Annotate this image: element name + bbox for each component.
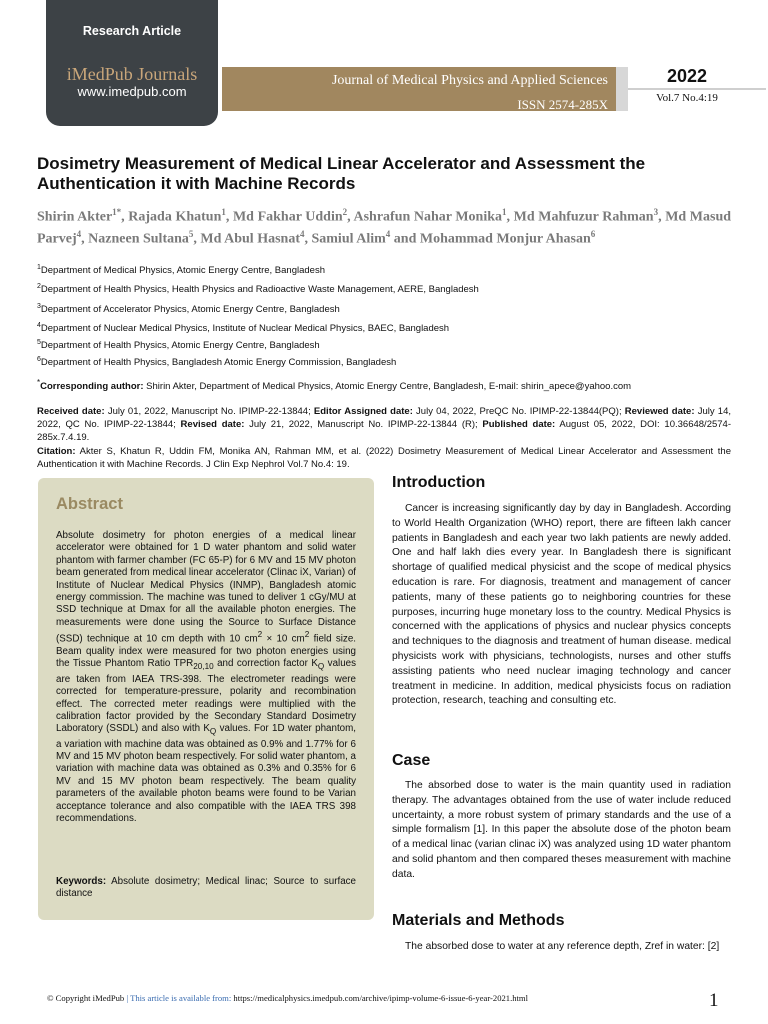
citation	[37, 445, 731, 471]
author-affiliation-marker: 6	[590, 228, 596, 239]
footer-separator: |	[124, 993, 131, 1003]
author-separator: ,	[225, 209, 233, 225]
affiliation-text: Department of Nuclear Medical Physics, Institute of Nuclear Medical Physics, BAEC, Bangladesh	[40, 323, 450, 335]
subscript: Q	[317, 662, 325, 672]
author-separator: ,	[81, 231, 89, 247]
author-separator: ,	[193, 231, 201, 247]
author-name: Md Fakhar Uddin	[232, 209, 343, 225]
author-name: Samiul Alim	[311, 231, 386, 247]
publication-year: 2022	[666, 66, 708, 86]
affiliation-1	[37, 264, 325, 276]
affiliation-text: Department of Health Physics, Atomic Energy Centre, Bangladesh	[40, 340, 320, 352]
article-title: Dosimetry Measurement of Medical Linear Accelerator and Assessment the Authentication it with Machine Records	[37, 154, 646, 193]
affiliation-marker: 6	[37, 356, 41, 363]
introduction-text: Cancer is increasing significantly day by day in Bangladesh. According to World Health Organization (WHO) report, there are fifteen lakh cancer patients in Bangladesh and each year two lakh patients are newly added. One and half lakh dies every year. In Bangladesh there is significant shortage of qualified medical physicist and the scope of medical physics education is rare. For diagnosis, treatment and management of cancer patients, many of these patients go to neighboring countries for these purposes, incurring huge monetary loss to the country. Medical Physics is concerned with the applications of physics and nuclear physics concepts and techniques to the diagnosis and treatment of human disease. medical physicists work with physicians, technologists, nurses and other stuffs assisting patients who need nuclear imaging technology and cancer treatment in medicine. In addition, medical physicists focus on radiation protection, research, teaching and consulting etc.	[392, 503, 731, 707]
publisher-url[interactable]: www.imedpub.com	[77, 84, 187, 99]
citation-text: Akter S, Khatun R, Uddin FM, Monika AN, Rahman MM, et al. (2022) Dosimetry Measurement of Medical Linear Accelerator and Assessment the Authentication it with Machine Records. J Clin Exp Nephrol Vol.7 No.4: 19.	[37, 446, 731, 470]
author-affiliation-marker: 4	[385, 228, 391, 239]
author-name: Ashrafun Nahar Monika	[353, 209, 503, 225]
corresponding-marker: *	[37, 378, 41, 387]
author-name: Shirin Akter	[37, 209, 113, 225]
corresponding-label: Corresponding author:	[40, 381, 144, 393]
affiliation-text: Department of Health Physics, Bangladesh Atomic Energy Commission, Bangladesh	[40, 357, 397, 369]
methods-text: The absorbed dose to water at any reference depth, Zref in water: [2]	[405, 941, 720, 952]
author-affiliation-marker: 2	[342, 207, 348, 217]
publisher-brand: iMedPub Journals	[66, 64, 198, 84]
journal-title-bar	[222, 67, 616, 111]
author-name: Md Mahfuzur Rahman	[513, 209, 654, 225]
abstract-part: and correction factor K	[213, 658, 318, 670]
reviewed-value: July 14, 2022, QC No. IPIMP-22-13844;	[37, 406, 731, 430]
affiliation-text: Department of Accelerator Physics, Atomic Energy Centre, Bangladesh	[40, 304, 340, 316]
author-separator: ,	[121, 209, 129, 225]
abstract-heading: Abstract	[56, 495, 123, 513]
superscript: 2	[257, 630, 263, 640]
author-name: Md Masud Parvej	[37, 209, 732, 247]
article-dates	[37, 405, 731, 444]
journal-issn: ISSN 2574-285X	[517, 97, 608, 112]
subscript: 20,10	[193, 662, 214, 672]
keywords	[56, 876, 356, 901]
corresponding-author	[37, 378, 631, 392]
citation-label: Citation:	[37, 446, 76, 457]
published-value: August 05, 2022, DOI: 10.36648/2574-285x.7.4.19.	[37, 419, 731, 443]
affiliation-2	[37, 283, 479, 295]
case-heading: Case	[392, 752, 431, 769]
keywords-label: Keywords:	[56, 876, 107, 887]
affiliation-text: Department of Health Physics, Health Physics and Radioactive Waste Management, AERE, Bangladesh	[40, 284, 479, 296]
subscript: Q	[209, 727, 217, 737]
case-text: The absorbed dose to water is the main quantity used in radiation therapy. The advantages obtained from the use of water include reduced uncertainty, a more robust system of primary standards and the use of a simple formalism [1]. In this paper the absolute dose of the photon beam of a medical linac (varian clinac iX) was analyzed using 1D water phantom and solid phantom and then compared theses measurement with machine data.	[392, 780, 731, 880]
superscript: 2	[304, 630, 310, 640]
author-separator: ,	[506, 209, 514, 225]
author-separator: ,	[658, 209, 666, 225]
abstract-part: values are taken from IAEA TRS-398. The electrometer readings were corrected for temperature-pressure, polarity and recombination effect. The corrected meter readings were multiplied with the calibration factor provided by the Secondary Standard Dosimetry Laboratory (SSDL) and also with K	[56, 658, 356, 735]
author-name: Rajada Khatun	[128, 209, 222, 225]
author-separator: and	[390, 231, 420, 247]
copyright: © Copyright iMedPub	[47, 993, 125, 1003]
author-separator: ,	[304, 231, 312, 247]
affiliation-3	[37, 303, 340, 315]
author-affiliation-marker: 4	[299, 228, 305, 239]
affiliation-text: Department of Medical Physics, Atomic Energy Centre, Bangladesh	[40, 265, 325, 277]
year-divider	[628, 88, 766, 90]
header-divider	[616, 67, 628, 111]
abstract-text	[56, 530, 356, 826]
article-type-label: Research Article	[82, 24, 182, 38]
page-number: 1	[709, 990, 719, 1011]
revised-value: July 21, 2022, Manuscript No. IPIMP-22-13844 (R);	[244, 419, 483, 430]
abstract-part: Absolute dosimetry for photon energies of a medical linear accelerator were obtained for 1 D water phantom and solid water phantom with farmer chamber (FC 65-P) for 6 MV and 15 MV photon beam generated from medical linear accelerator (Clinac iX, Varian) of Institute of Nuclear Medical Physics (INMP), Bangladesh atomic energy commission. The machine was tuned to deliver 1 cGy/MU at SSD technique at Dmax for all the available photon energies. The measurements were done using the Source to Surface Distance (SSD) technique at 10 cm depth with 10 cm	[56, 530, 356, 645]
affiliation-marker: 4	[37, 322, 41, 329]
journal-name: Journal of Medical Physics and Applied Sciences	[331, 73, 608, 88]
revised-label: Revised date:	[180, 419, 245, 430]
received-label: Received date:	[37, 406, 105, 417]
availability-label: This article is available from:	[130, 993, 232, 1003]
abstract-part: values. For 1D water phantom, a variation with machine data was obtained as 0.9% and 1.77% for 6 MV and 15 MV photon beam respectively. For solid water phantom, a variation with machine data was obtained as 0.3% and 0.35% for 6 MV and 15 MV photon beam respectively. The beam quality parameters of the available photon beams were found to be Varian acceptance tolerance and also compatible with the IAEA TRS 398 recommendations.	[56, 723, 356, 825]
keywords-text: Absolute dosimetry; Medical linac; Source to surface distance	[56, 876, 356, 900]
author-name: Mohammad Monjur Ahasan	[419, 231, 591, 247]
editor-value: July 04, 2022, PreQC No. IPIMP-22-13844(PQ);	[412, 406, 625, 417]
volume-issue: Vol.7 No.4:19	[656, 92, 718, 104]
affiliation-6	[37, 356, 396, 368]
editor-label: Editor Assigned date:	[313, 406, 413, 417]
affiliation-marker: 5	[37, 339, 41, 346]
introduction-heading: Introduction	[392, 474, 486, 491]
author-name: Md Abul Hasnat	[200, 231, 300, 247]
reviewed-label: Reviewed date:	[624, 406, 695, 417]
affiliation-5	[37, 339, 320, 351]
author-list	[37, 204, 731, 247]
affiliation-4	[37, 322, 449, 334]
author-affiliation-marker: 1	[221, 207, 226, 217]
abstract-part: field size. Beam quality index were measured for two photon energies using the Tissue Phantom Ratio TPR	[56, 633, 356, 670]
author-affiliation-marker: 1	[502, 207, 507, 217]
corresponding-text: Shirin Akter, Department of Medical Physics, Atomic Energy Centre, Bangladesh, E-mail: shirin_apece@yahoo.com	[143, 381, 632, 393]
author-affiliation-marker: 5	[188, 228, 194, 239]
methods-heading: Materials and Methods	[392, 912, 565, 929]
author-affiliation-marker: 3	[653, 207, 659, 217]
published-label: Published date:	[482, 419, 556, 430]
abstract-part: × 10 cm	[262, 633, 305, 645]
affiliation-marker: 1	[37, 264, 41, 271]
abstract-box	[38, 478, 374, 920]
author-affiliation-marker: 1*	[112, 207, 122, 217]
received-value: July 01, 2022, Manuscript No. IPIMP-22-13844;	[104, 406, 314, 417]
journal-logo-block	[46, 0, 218, 126]
affiliation-marker: 3	[37, 303, 41, 310]
author-affiliation-marker: 4	[76, 228, 82, 239]
page-footer	[47, 993, 528, 1003]
author-separator: ,	[347, 209, 354, 225]
author-name: Nazneen Sultana	[88, 231, 189, 247]
affiliation-marker: 2	[37, 283, 41, 290]
archive-link[interactable]: https://medicalphysics.imedpub.com/archive/ipimp-volume-6-issue-6-year-2021.html	[231, 993, 528, 1003]
